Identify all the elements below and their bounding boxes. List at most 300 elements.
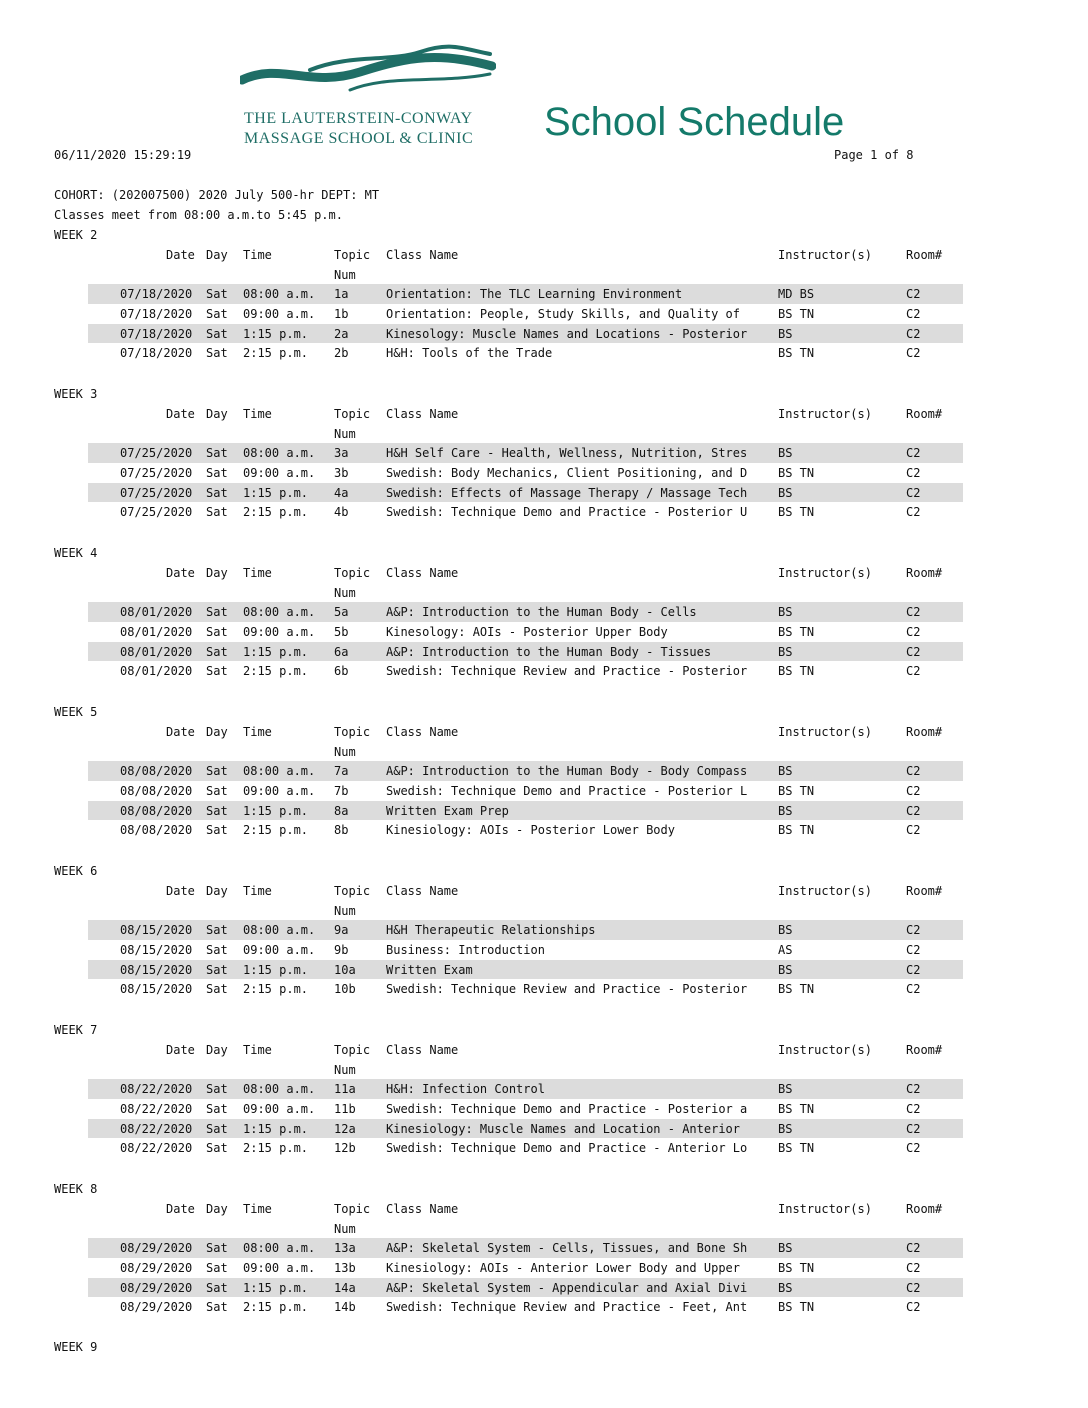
- header-topic-num: Num: [334, 1063, 356, 1077]
- header-topic-num: Num: [334, 1222, 356, 1236]
- cell-topic-num: 7b: [334, 783, 349, 798]
- week-block: [0, 226, 1088, 385]
- cell-date: 08/01/2020: [120, 664, 193, 679]
- cell-day: Sat: [206, 287, 228, 301]
- cell-time: 09:00 a.m.: [243, 306, 316, 321]
- header-room: Room#: [906, 566, 943, 580]
- cell-class-name: Written Exam: [386, 962, 473, 977]
- cell-day: Sat: [206, 1260, 228, 1275]
- header-time: Time: [243, 725, 272, 739]
- header-time: Time: [243, 407, 272, 421]
- table-header: [0, 566, 1088, 606]
- cell-date: 08/01/2020: [120, 644, 193, 659]
- table-row: [88, 502, 963, 522]
- cell-class-name: A&P: Introduction to the Human Body - Body Compass: [386, 764, 748, 778]
- cell-time: 2:15 p.m.: [243, 1141, 309, 1156]
- header-topic-num: Num: [334, 586, 356, 600]
- cell-time: 2:15 p.m.: [243, 1300, 309, 1315]
- header-topic: Topic: [334, 1043, 371, 1057]
- header-date: Date: [166, 566, 195, 580]
- cell-instructors: BS: [778, 1280, 793, 1295]
- cell-instructors: MD BS: [778, 287, 815, 301]
- cell-time: 09:00 a.m.: [243, 1101, 316, 1116]
- cell-date: 07/18/2020: [120, 306, 193, 321]
- table-row: [88, 940, 963, 960]
- week-block: [0, 544, 1088, 703]
- cell-topic-num: 1b: [334, 306, 349, 321]
- cell-time: 08:00 a.m.: [243, 923, 316, 937]
- cell-instructors: BS TN: [778, 624, 815, 639]
- header-class-name: Class Name: [386, 248, 459, 262]
- cell-room: C2: [906, 326, 921, 341]
- week-label: WEEK 2: [54, 228, 98, 242]
- cell-room: C2: [906, 644, 921, 659]
- week-block: [0, 703, 1088, 862]
- cell-room: C2: [906, 764, 921, 778]
- table-row: [88, 1238, 963, 1258]
- header-date: Date: [166, 248, 195, 262]
- cell-time: 2:15 p.m.: [243, 505, 309, 520]
- cell-class-name: A&P: Skeletal System - Cells, Tissues, and Bone Sh: [386, 1241, 748, 1255]
- class-hours: Classes meet from 08:00 a.m.to 5:45 p.m.: [54, 208, 343, 222]
- cell-topic-num: 2a: [334, 326, 349, 341]
- cell-room: C2: [906, 942, 921, 957]
- cell-date: 08/29/2020: [120, 1280, 193, 1295]
- cell-day: Sat: [206, 982, 228, 997]
- cell-class-name: Swedish: Technique Demo and Practice - Posterior L: [386, 783, 748, 798]
- cell-instructors: AS: [778, 942, 793, 957]
- header-class-name: Class Name: [386, 884, 459, 898]
- week-block: [0, 1021, 1088, 1180]
- table-row: [88, 1119, 963, 1139]
- cell-date: 08/15/2020: [120, 982, 193, 997]
- table-row: [88, 324, 963, 344]
- cell-date: 08/08/2020: [120, 783, 193, 798]
- week-label: WEEK 6: [54, 864, 98, 878]
- cell-room: C2: [906, 823, 921, 838]
- cell-date: 08/15/2020: [120, 942, 193, 957]
- cell-room: C2: [906, 1101, 921, 1116]
- cell-room: C2: [906, 1141, 921, 1156]
- cell-day: Sat: [206, 1121, 228, 1136]
- week-label: WEEK 7: [54, 1023, 98, 1037]
- cell-room: C2: [906, 1300, 921, 1315]
- header-class-name: Class Name: [386, 1043, 459, 1057]
- cell-time: 09:00 a.m.: [243, 1260, 316, 1275]
- cell-day: Sat: [206, 605, 228, 619]
- cell-day: Sat: [206, 823, 228, 838]
- table-row: [88, 1079, 963, 1099]
- header-instructors: Instructor(s): [778, 566, 872, 580]
- cell-instructors: BS TN: [778, 1300, 815, 1315]
- cell-day: Sat: [206, 306, 228, 321]
- cell-topic-num: 8b: [334, 823, 349, 838]
- cell-date: 08/22/2020: [120, 1082, 193, 1096]
- header-time: Time: [243, 248, 272, 262]
- table-row: [88, 1297, 963, 1317]
- cell-time: 1:15 p.m.: [243, 1121, 309, 1136]
- cell-room: C2: [906, 306, 921, 321]
- cell-date: 07/18/2020: [120, 326, 193, 341]
- header-class-name: Class Name: [386, 566, 459, 580]
- cell-time: 09:00 a.m.: [243, 942, 316, 957]
- cell-date: 07/25/2020: [120, 446, 193, 460]
- cell-class-name: Kinesology: Muscle Names and Locations - Posterior: [386, 326, 748, 341]
- cell-time: 1:15 p.m.: [243, 644, 309, 659]
- cell-instructors: BS: [778, 803, 793, 818]
- table-row: [88, 1258, 963, 1278]
- week-label: WEEK 8: [54, 1182, 98, 1196]
- cell-day: Sat: [206, 644, 228, 659]
- cell-day: Sat: [206, 485, 228, 500]
- table-row: [88, 1138, 963, 1158]
- cell-date: 08/29/2020: [120, 1241, 193, 1255]
- header-instructors: Instructor(s): [778, 407, 872, 421]
- header-day: Day: [206, 566, 228, 580]
- cell-class-name: H&H: Infection Control: [386, 1082, 545, 1096]
- cell-class-name: Swedish: Technique Review and Practice - Posterior: [386, 982, 748, 997]
- page-number: Page 1 of 8: [834, 148, 914, 162]
- cell-room: C2: [906, 1241, 921, 1255]
- cell-day: Sat: [206, 923, 228, 937]
- schedule-table: [88, 602, 963, 681]
- table-row: [88, 1099, 963, 1119]
- cell-topic-num: 4a: [334, 485, 349, 500]
- cell-instructors: BS TN: [778, 346, 815, 361]
- cell-topic-num: 10a: [334, 962, 356, 977]
- cell-day: Sat: [206, 465, 228, 480]
- cell-room: C2: [906, 465, 921, 480]
- header-topic: Topic: [334, 884, 371, 898]
- table-row: [88, 920, 963, 940]
- header-topic-num: Num: [334, 427, 356, 441]
- table-header: [0, 1043, 1088, 1083]
- cell-instructors: BS TN: [778, 505, 815, 520]
- cell-instructors: BS TN: [778, 1141, 815, 1156]
- week-label: WEEK 9: [54, 1340, 98, 1354]
- table-row: [88, 801, 963, 821]
- cell-topic-num: 3b: [334, 465, 349, 480]
- header-instructors: Instructor(s): [778, 248, 872, 262]
- print-timestamp: 06/11/2020 15:29:19: [54, 148, 192, 162]
- schedule-table: [88, 1238, 963, 1317]
- cell-time: 2:15 p.m.: [243, 346, 309, 361]
- header-instructors: Instructor(s): [778, 725, 872, 739]
- cell-day: Sat: [206, 505, 228, 520]
- cell-date: 08/01/2020: [120, 605, 193, 619]
- cell-class-name: Written Exam Prep: [386, 803, 509, 818]
- cell-instructors: BS TN: [778, 783, 815, 798]
- cell-day: Sat: [206, 446, 228, 460]
- cell-instructors: BS TN: [778, 1260, 815, 1275]
- cell-topic-num: 13a: [334, 1241, 356, 1255]
- cell-room: C2: [906, 1280, 921, 1295]
- table-row: [88, 284, 963, 304]
- cell-date: 08/08/2020: [120, 803, 193, 818]
- header-topic: Topic: [334, 725, 371, 739]
- cell-room: C2: [906, 962, 921, 977]
- cell-room: C2: [906, 346, 921, 361]
- table-row: [88, 661, 963, 681]
- cell-instructors: BS: [778, 485, 793, 500]
- table-header: [0, 248, 1088, 288]
- cell-instructors: BS: [778, 923, 793, 937]
- header-time: Time: [243, 884, 272, 898]
- header-time: Time: [243, 1043, 272, 1057]
- table-row: [88, 1278, 963, 1298]
- cell-room: C2: [906, 624, 921, 639]
- cell-topic-num: 11a: [334, 1082, 356, 1096]
- cell-time: 1:15 p.m.: [243, 962, 309, 977]
- table-row: [88, 602, 963, 622]
- cell-topic-num: 9a: [334, 923, 349, 937]
- cell-topic-num: 2b: [334, 346, 349, 361]
- cell-class-name: Kinesology: AOIs - Posterior Upper Body: [386, 624, 668, 639]
- cell-class-name: H&H Self Care - Health, Wellness, Nutrition, Stres: [386, 446, 748, 460]
- cell-instructors: BS TN: [778, 982, 815, 997]
- cell-topic-num: 11b: [334, 1101, 356, 1116]
- cell-date: 08/22/2020: [120, 1121, 193, 1136]
- header-instructors: Instructor(s): [778, 884, 872, 898]
- header-date: Date: [166, 407, 195, 421]
- cell-instructors: BS TN: [778, 465, 815, 480]
- cell-day: Sat: [206, 783, 228, 798]
- cell-day: Sat: [206, 764, 228, 778]
- cell-class-name: Swedish: Effects of Massage Therapy / Massage Tech: [386, 485, 748, 500]
- cell-room: C2: [906, 287, 921, 301]
- cell-room: C2: [906, 1121, 921, 1136]
- table-row: [88, 761, 963, 781]
- cell-time: 2:15 p.m.: [243, 823, 309, 838]
- table-row: [88, 622, 963, 642]
- header-topic: Topic: [334, 566, 371, 580]
- cell-day: Sat: [206, 1082, 228, 1096]
- week-block: [0, 385, 1088, 544]
- cell-time: 08:00 a.m.: [243, 764, 316, 778]
- cell-time: 08:00 a.m.: [243, 1082, 316, 1096]
- cell-class-name: Orientation: The TLC Learning Environment: [386, 287, 683, 301]
- header-day: Day: [206, 407, 228, 421]
- cell-instructors: BS TN: [778, 664, 815, 679]
- cell-room: C2: [906, 803, 921, 818]
- table-row: [88, 960, 963, 980]
- cell-instructors: BS: [778, 326, 793, 341]
- cell-class-name: A&P: Introduction to the Human Body - Cells: [386, 605, 697, 619]
- table-row: [88, 781, 963, 801]
- cell-day: Sat: [206, 1241, 228, 1255]
- header-room: Room#: [906, 1043, 943, 1057]
- cell-topic-num: 5a: [334, 605, 349, 619]
- cell-class-name: Business: Introduction: [386, 942, 545, 957]
- cell-date: 08/22/2020: [120, 1101, 193, 1116]
- cell-topic-num: 4b: [334, 505, 349, 520]
- cell-topic-num: 12b: [334, 1141, 356, 1156]
- cell-day: Sat: [206, 1101, 228, 1116]
- header-topic: Topic: [334, 1202, 371, 1216]
- table-row: [88, 343, 963, 363]
- cell-class-name: Swedish: Body Mechanics, Client Positioning, and D: [386, 465, 748, 480]
- cohort-info: COHORT: (202007500) 2020 July 500-hr DEPT: MT: [54, 188, 380, 202]
- header-date: Date: [166, 1043, 195, 1057]
- cell-day: Sat: [206, 664, 228, 679]
- cell-class-name: Swedish: Technique Demo and Practice - Posterior U: [386, 505, 748, 520]
- cell-instructors: BS: [778, 1241, 793, 1255]
- cell-class-name: Kinesiology: Muscle Names and Location - Anterior: [386, 1121, 741, 1136]
- header-class-name: Class Name: [386, 1202, 459, 1216]
- cell-topic-num: 6b: [334, 664, 349, 679]
- cell-class-name: Orientation: People, Study Skills, and Quality of: [386, 306, 741, 321]
- cell-instructors: BS TN: [778, 306, 815, 321]
- cell-day: Sat: [206, 962, 228, 977]
- cell-date: 07/18/2020: [120, 287, 193, 301]
- cell-topic-num: 7a: [334, 764, 349, 778]
- header-day: Day: [206, 884, 228, 898]
- header-topic-num: Num: [334, 904, 356, 918]
- page-title: School Schedule: [544, 100, 845, 144]
- table-header: [0, 407, 1088, 447]
- cell-date: 07/18/2020: [120, 346, 193, 361]
- cell-day: Sat: [206, 1300, 228, 1315]
- week-block: [0, 1180, 1088, 1339]
- schedule-table: [88, 443, 963, 522]
- table-row: [88, 304, 963, 324]
- header-class-name: Class Name: [386, 407, 459, 421]
- cell-instructors: BS: [778, 962, 793, 977]
- cell-time: 08:00 a.m.: [243, 287, 316, 301]
- cell-date: 07/25/2020: [120, 465, 193, 480]
- cell-instructors: BS: [778, 1121, 793, 1136]
- cell-time: 1:15 p.m.: [243, 1280, 309, 1295]
- table-header: [0, 884, 1088, 924]
- header-day: Day: [206, 248, 228, 262]
- cell-class-name: Swedish: Technique Demo and Practice - Anterior Lo: [386, 1141, 748, 1156]
- header-room: Room#: [906, 884, 943, 898]
- cell-class-name: Swedish: Technique Review and Practice - Posterior: [386, 664, 748, 679]
- header-instructors: Instructor(s): [778, 1043, 872, 1057]
- cell-topic-num: 5b: [334, 624, 349, 639]
- cell-instructors: BS: [778, 605, 793, 619]
- header-date: Date: [166, 1202, 195, 1216]
- cell-class-name: Swedish: Technique Review and Practice - Feet, Ant: [386, 1300, 748, 1315]
- cell-time: 1:15 p.m.: [243, 326, 309, 341]
- cell-room: C2: [906, 923, 921, 937]
- cell-topic-num: 14a: [334, 1280, 356, 1295]
- cell-room: C2: [906, 605, 921, 619]
- cell-date: 08/08/2020: [120, 823, 193, 838]
- cell-time: 08:00 a.m.: [243, 446, 316, 460]
- header-topic-num: Num: [334, 745, 356, 759]
- header-instructors: Instructor(s): [778, 1202, 872, 1216]
- cell-class-name: A&P: Introduction to the Human Body - Tissues: [386, 644, 712, 659]
- cell-date: 08/22/2020: [120, 1141, 193, 1156]
- cell-time: 08:00 a.m.: [243, 1241, 316, 1255]
- cell-date: 08/15/2020: [120, 923, 193, 937]
- cell-time: 09:00 a.m.: [243, 783, 316, 798]
- header-topic: Topic: [334, 248, 371, 262]
- cell-day: Sat: [206, 1280, 228, 1295]
- schedule-table: [88, 761, 963, 840]
- cell-topic-num: 9b: [334, 942, 349, 957]
- cell-class-name: Swedish: Technique Demo and Practice - Posterior a: [386, 1101, 748, 1116]
- cell-day: Sat: [206, 1141, 228, 1156]
- cell-topic-num: 6a: [334, 644, 349, 659]
- week-label: WEEK 4: [54, 546, 98, 560]
- week-label: WEEK 3: [54, 387, 98, 401]
- table-header: [0, 1202, 1088, 1242]
- table-row: [88, 463, 963, 483]
- cell-topic-num: 1a: [334, 287, 349, 301]
- cell-time: 2:15 p.m.: [243, 982, 309, 997]
- header-topic: Topic: [334, 407, 371, 421]
- header-room: Room#: [906, 248, 943, 262]
- header-date: Date: [166, 884, 195, 898]
- cell-topic-num: 10b: [334, 982, 356, 997]
- cell-room: C2: [906, 783, 921, 798]
- cell-date: 07/25/2020: [120, 505, 193, 520]
- cell-day: Sat: [206, 346, 228, 361]
- cell-room: C2: [906, 664, 921, 679]
- school-name-line2: MASSAGE SCHOOL & CLINIC: [244, 130, 474, 147]
- cell-topic-num: 3a: [334, 446, 349, 460]
- cell-room: C2: [906, 1260, 921, 1275]
- cell-topic-num: 12a: [334, 1121, 356, 1136]
- header-topic-num: Num: [334, 268, 356, 282]
- header-room: Room#: [906, 407, 943, 421]
- cell-day: Sat: [206, 942, 228, 957]
- header-date: Date: [166, 725, 195, 739]
- cell-day: Sat: [206, 624, 228, 639]
- cell-date: 08/08/2020: [120, 764, 193, 778]
- cell-instructors: BS: [778, 446, 793, 460]
- school-name-line1: THE LAUTERSTEIN-CONWAY: [244, 110, 473, 127]
- cell-time: 08:00 a.m.: [243, 605, 316, 619]
- cell-time: 1:15 p.m.: [243, 803, 309, 818]
- table-header: [0, 725, 1088, 765]
- cell-time: 09:00 a.m.: [243, 465, 316, 480]
- table-row: [88, 979, 963, 999]
- week-label: WEEK 5: [54, 705, 98, 719]
- cell-time: 09:00 a.m.: [243, 624, 316, 639]
- cell-instructors: BS TN: [778, 1101, 815, 1116]
- school-logo: [240, 44, 496, 152]
- wave-logo-icon: [240, 44, 496, 104]
- header-room: Room#: [906, 1202, 943, 1216]
- schedule-weeks: [0, 226, 1088, 1339]
- cell-day: Sat: [206, 803, 228, 818]
- cell-class-name: A&P: Skeletal System - Appendicular and Axial Divi: [386, 1280, 748, 1295]
- table-row: [88, 642, 963, 662]
- table-row: [88, 443, 963, 463]
- table-row: [88, 483, 963, 503]
- cell-room: C2: [906, 446, 921, 460]
- cell-time: 1:15 p.m.: [243, 485, 309, 500]
- cell-class-name: H&H: Tools of the Trade: [386, 346, 553, 361]
- header-day: Day: [206, 1202, 228, 1216]
- cell-topic-num: 8a: [334, 803, 349, 818]
- cell-class-name: H&H Therapeutic Relationships: [386, 923, 596, 937]
- cell-date: 08/29/2020: [120, 1300, 193, 1315]
- week-block: [0, 862, 1088, 1021]
- header-room: Room#: [906, 725, 943, 739]
- cell-day: Sat: [206, 326, 228, 341]
- cell-topic-num: 14b: [334, 1300, 356, 1315]
- header-time: Time: [243, 566, 272, 580]
- cell-date: 07/25/2020: [120, 485, 193, 500]
- cell-class-name: Kinesiology: AOIs - Anterior Lower Body and Upper: [386, 1260, 741, 1275]
- header-day: Day: [206, 725, 228, 739]
- schedule-table: [88, 1079, 963, 1158]
- cell-time: 2:15 p.m.: [243, 664, 309, 679]
